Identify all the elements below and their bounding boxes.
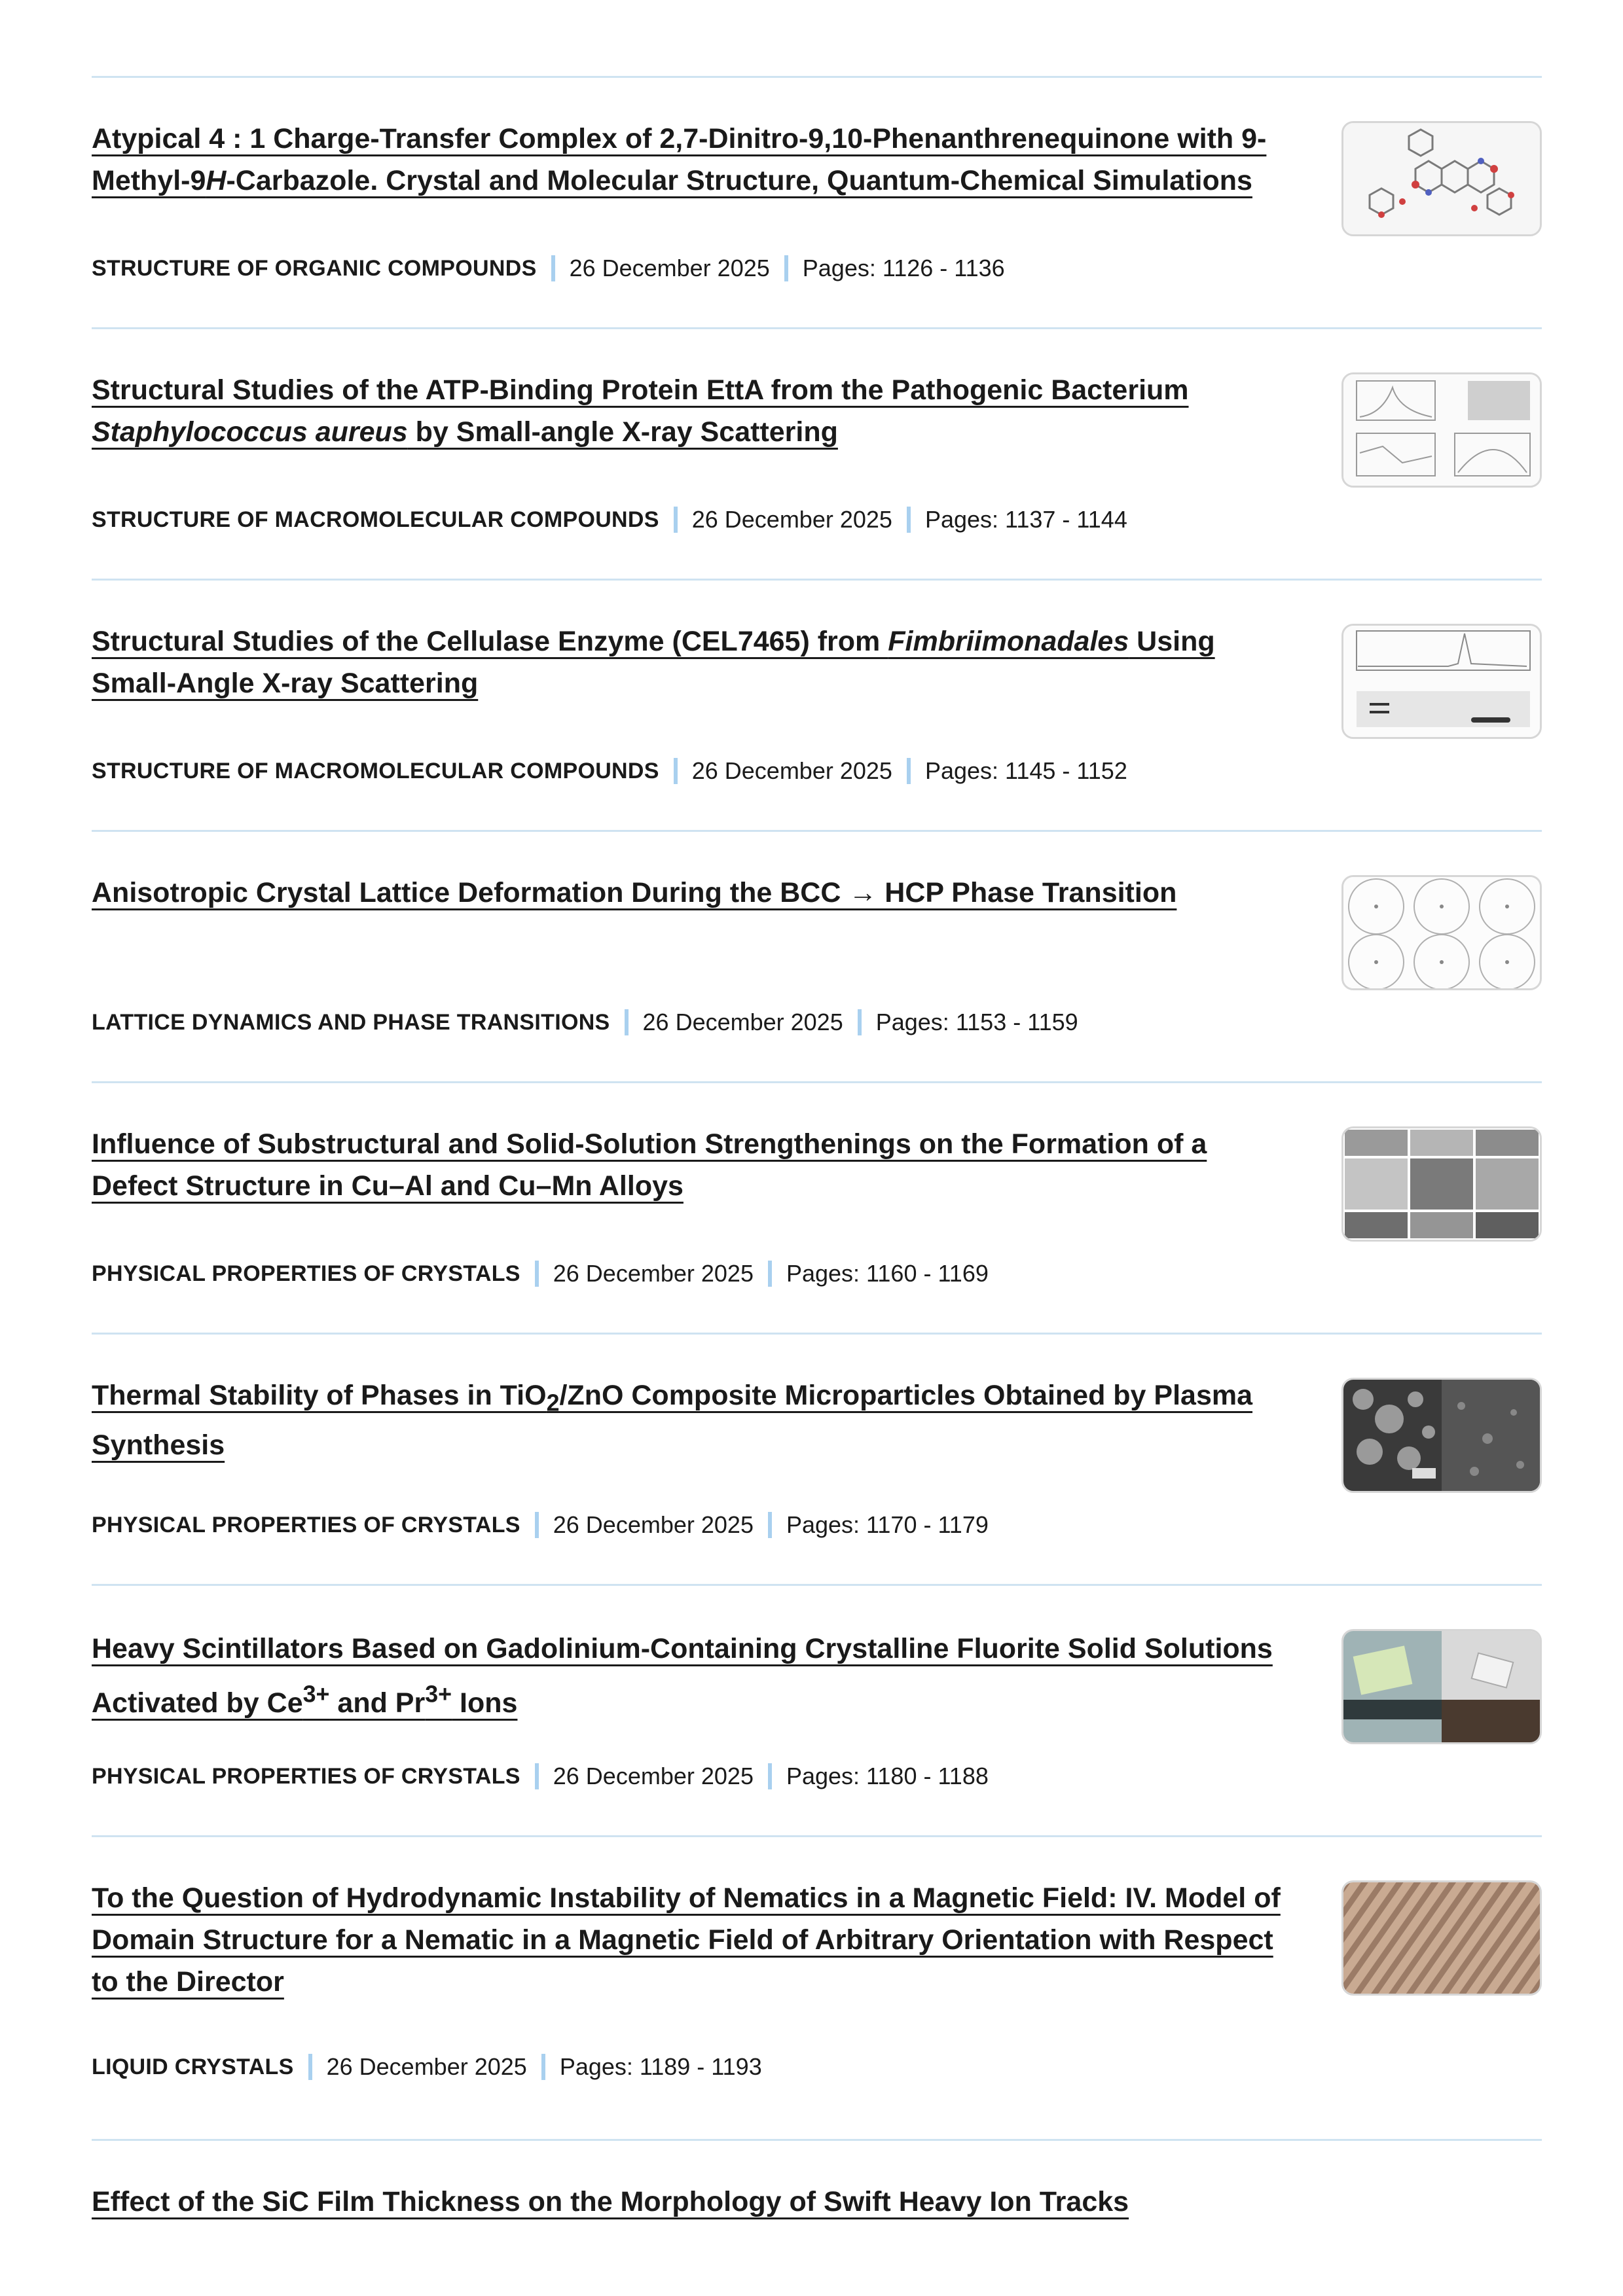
divider	[92, 76, 1542, 78]
tem-micrographs-image[interactable]	[1341, 1126, 1542, 1242]
sem-microparticles-image[interactable]	[1341, 1378, 1542, 1493]
crystal-samples-photo[interactable]	[1341, 1629, 1542, 1744]
molecular-structure-image[interactable]	[1341, 121, 1542, 236]
meta-separator	[768, 1261, 772, 1287]
divider	[92, 1081, 1542, 1083]
meta-separator	[768, 1512, 772, 1538]
article-item	[92, 1626, 1542, 1803]
article-title-link[interactable]: To the Question of Hydrodynamic Instability of Nematics in a Magnetic Field: IV. Model of Domain Structure for a Nematic in a Magnetic Field of Arbitrary Orientation with Respect to the Director	[92, 1882, 1281, 1998]
article-meta	[92, 1511, 989, 1539]
article-pages: Pages: 1153 - 1159	[875, 1009, 1078, 1035]
article-meta	[92, 757, 1127, 785]
article-title-link[interactable]: Anisotropic Crystal Lattice Deformation During the BCC → HCP Phase Transition	[92, 877, 1177, 908]
article-meta	[92, 1259, 989, 1288]
article-item	[92, 1877, 1542, 2106]
saxs-plots-image[interactable]	[1341, 372, 1542, 488]
meta-separator	[535, 1261, 539, 1287]
meta-separator	[551, 255, 555, 281]
article-title	[92, 118, 1296, 202]
divider	[92, 1835, 1542, 1837]
article-item	[92, 118, 1542, 295]
article-date: 26 December 2025	[553, 1511, 754, 1538]
article-date: 26 December 2025	[553, 1260, 754, 1287]
meta-separator	[674, 758, 678, 784]
meta-separator	[768, 1763, 772, 1789]
meta-separator	[674, 507, 678, 533]
article-date: 26 December 2025	[569, 255, 770, 281]
chromatogram-gel-image[interactable]	[1341, 624, 1542, 739]
article-title	[92, 1123, 1296, 1207]
article-category-link[interactable]: LIQUID CRYSTALS	[92, 2054, 294, 2079]
meta-separator	[541, 2054, 545, 2080]
article-item	[92, 369, 1542, 546]
article-category-link[interactable]: PHYSICAL PROPERTIES OF CRYSTALS	[92, 1261, 520, 1286]
meta-separator	[308, 2054, 312, 2080]
divider	[92, 1333, 1542, 1335]
article-pages: Pages: 1145 - 1152	[924, 757, 1127, 784]
divider	[92, 1584, 1542, 1586]
article-meta	[92, 1762, 989, 1791]
article-meta	[92, 254, 1005, 283]
article-title-link[interactable]: Heavy Scintillators Based on Gadolinium-Containing Crystalline Fluorite Solid Solutions Activated by $Ce^{3+}$ and $Pr^{3+}$ Ions	[92, 1633, 1273, 1719]
article-category-link[interactable]: PHYSICAL PROPERTIES OF CRYSTALS	[92, 1513, 520, 1537]
domain-stripes-image[interactable]	[1341, 1880, 1542, 1996]
article-meta	[92, 2053, 762, 2081]
article-category-link[interactable]: STRUCTURE OF ORGANIC COMPOUNDS	[92, 256, 537, 281]
article-category-link[interactable]: STRUCTURE OF MACROMOLECULAR COMPOUNDS	[92, 759, 659, 783]
article-title	[92, 2181, 1296, 2223]
divider	[92, 579, 1542, 581]
article-title-link[interactable]: Structural Studies of the Cellulase Enzyme (CEL7465) from Fimbriimonadales Using Small-Angle X-ray Scattering	[92, 626, 1215, 699]
meta-separator	[907, 758, 911, 784]
article-title-link[interactable]: Atypical 4 : 1 Charge-Transfer Complex of 2,7-Dinitro-9,10-Phenanthrenequinone with 9-Methyl-9H-Carbazole. Crystal and Molecular Structure, Quantum-Chemical Simulations	[92, 123, 1267, 196]
article-date: 26 December 2025	[642, 1009, 843, 1035]
meta-separator	[784, 255, 788, 281]
article-title	[92, 1626, 1296, 1726]
meta-separator	[907, 507, 911, 533]
article-date: 26 December 2025	[326, 2053, 527, 2080]
article-item	[92, 2181, 1542, 2259]
article-title-link[interactable]: Effect of the SiC Film Thickness on the Morphology of Swift Heavy Ion Tracks	[92, 2186, 1129, 2217]
article-title-link[interactable]: Influence of Substructural and Solid-Solution Strengthenings on the Formation of a Defect Structure in Cu–Al and Cu–Mn Alloys	[92, 1128, 1207, 1202]
article-title	[92, 1877, 1296, 2003]
article-title	[92, 369, 1296, 453]
meta-separator	[625, 1009, 629, 1035]
article-category-link[interactable]: PHYSICAL PROPERTIES OF CRYSTALS	[92, 1764, 520, 1789]
article-title-link[interactable]: Thermal Stability of Phases in TiO$_2$/ZnO Composite Microparticles Obtained by Plasma Synthesis	[92, 1380, 1253, 1461]
article-title	[92, 620, 1296, 704]
article-meta	[92, 505, 1127, 534]
article-item	[92, 1374, 1542, 1551]
meta-separator	[535, 1512, 539, 1538]
article-pages: Pages: 1137 - 1144	[924, 506, 1127, 533]
article-date: 26 December 2025	[553, 1763, 754, 1789]
article-category-link[interactable]: LATTICE DYNAMICS AND PHASE TRANSITIONS	[92, 1010, 610, 1035]
article-pages: Pages: 1189 - 1193	[559, 2053, 762, 2080]
diffraction-patterns-image[interactable]	[1341, 875, 1542, 990]
article-pages: Pages: 1126 - 1136	[802, 255, 1005, 281]
article-meta	[92, 1008, 1078, 1037]
article-date: 26 December 2025	[691, 757, 892, 784]
divider	[92, 2139, 1542, 2141]
article-item	[92, 620, 1542, 797]
divider	[92, 830, 1542, 832]
article-item	[92, 1123, 1542, 1300]
article-pages: Pages: 1170 - 1179	[786, 1511, 989, 1538]
article-title	[92, 1374, 1296, 1466]
article-category-link[interactable]: STRUCTURE OF MACROMOLECULAR COMPOUNDS	[92, 507, 659, 532]
article-title-link[interactable]: Structural Studies of the ATP-Binding Protein EttA from the Pathogenic Bacterium Staphylococcus aureus by Small-angle X-ray Scattering	[92, 374, 1189, 448]
article-item	[92, 872, 1542, 1049]
meta-separator	[858, 1009, 862, 1035]
article-date: 26 December 2025	[691, 506, 892, 533]
article-pages: Pages: 1160 - 1169	[786, 1260, 989, 1287]
meta-separator	[535, 1763, 539, 1789]
article-pages: Pages: 1180 - 1188	[786, 1763, 989, 1789]
divider	[92, 327, 1542, 329]
article-title	[92, 872, 1296, 914]
